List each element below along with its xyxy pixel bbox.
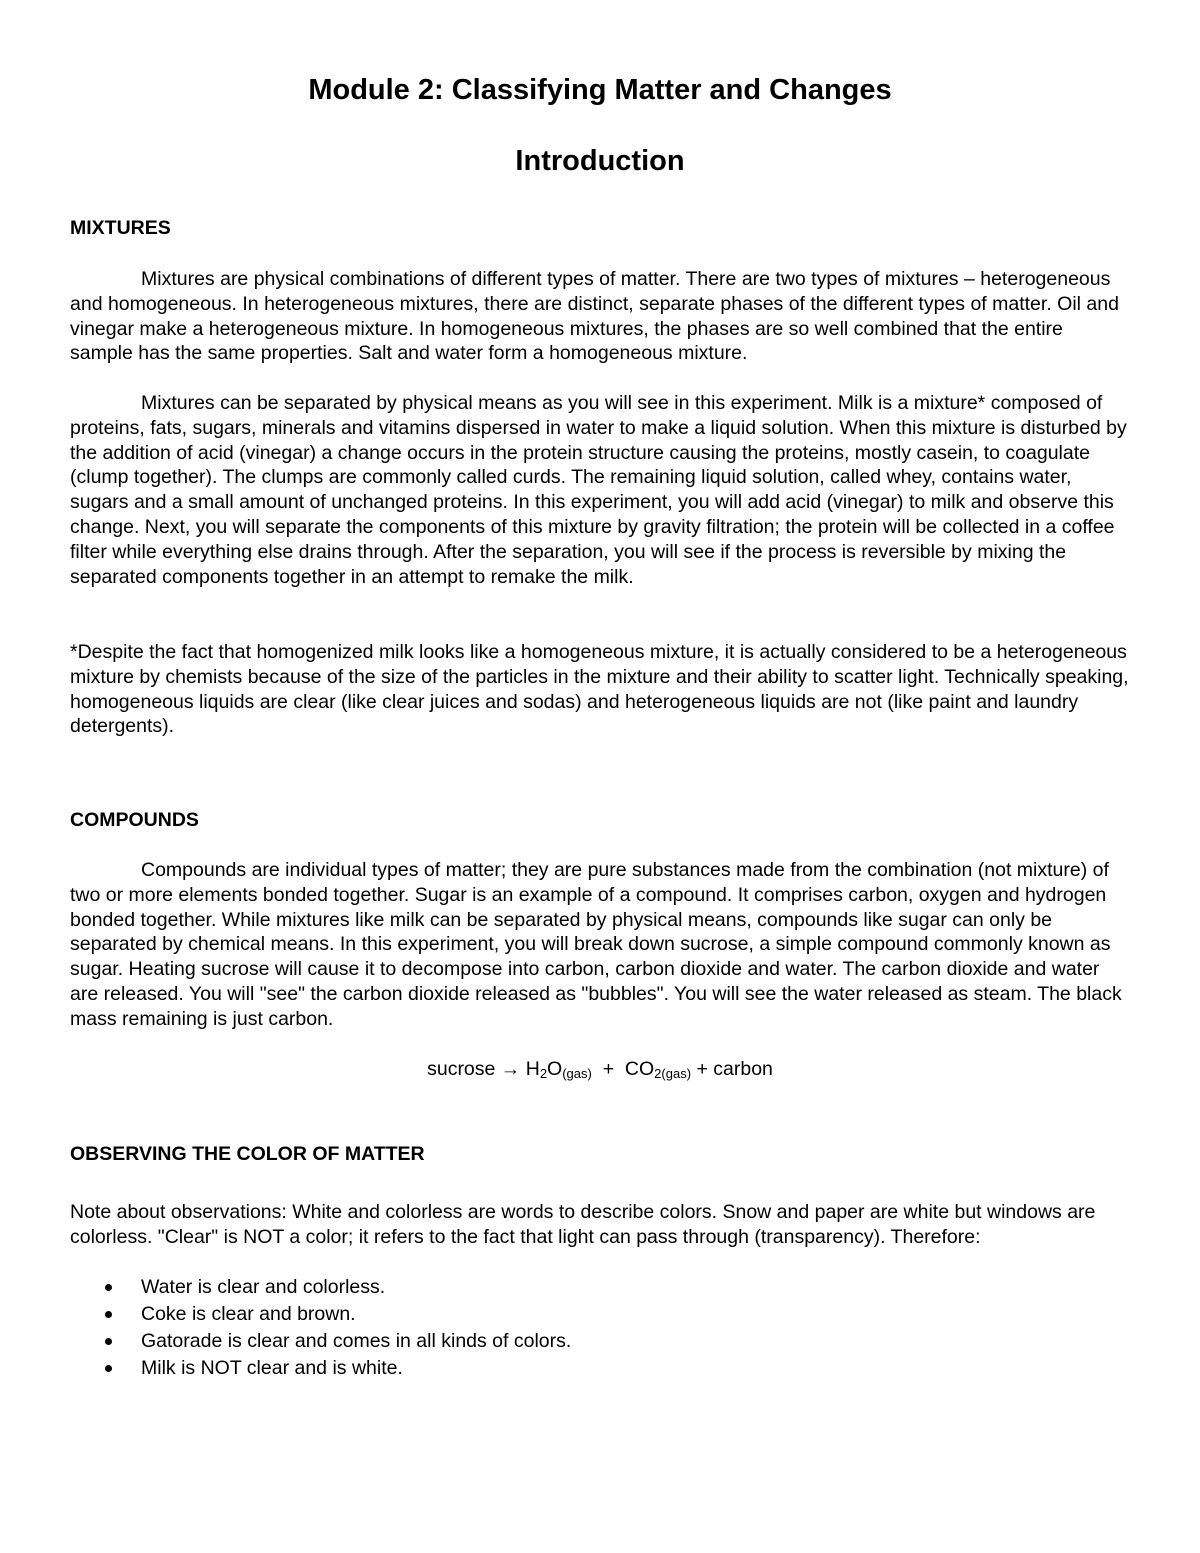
list-item: Coke is clear and brown. xyxy=(70,1301,571,1328)
equation-plus: + xyxy=(602,1058,615,1080)
mixtures-heading: MIXTURES xyxy=(70,217,171,239)
bullet-icon xyxy=(105,1365,112,1372)
document-title: Module 2: Classifying Matter and Changes xyxy=(308,74,892,106)
equation-co2: $CO_{2(gas)}$ xyxy=(624,1058,692,1081)
equation-carbon: + carbon xyxy=(696,1058,773,1080)
document-subtitle: Introduction xyxy=(515,145,685,177)
compounds-heading: COMPOUNDS xyxy=(70,809,199,831)
decomposition-equation xyxy=(70,1057,1130,1081)
list-item: Water is clear and colorless. xyxy=(70,1274,571,1301)
bullet-icon xyxy=(105,1311,112,1318)
bullet-icon xyxy=(105,1338,112,1345)
list-item: Gatorade is clear and comes in all kinds of colors. xyxy=(70,1328,571,1355)
mixtures-footnote: *Despite the fact that homogenized milk looks like a homogeneous mixture, it is actually considered to be a heterogeneous mixture by chemists because of the size of the particles in the mixture and their ability to scatter light. Technically speaking, homogeneous liquids are clear (like clear juices and sodas) and heterogeneous liquids are not (like paint and laundry detergents). xyxy=(70,641,1129,738)
list-item: Milk is NOT clear and is white. xyxy=(70,1355,571,1382)
equation-reactant: sucrose → xyxy=(427,1058,521,1080)
color-paragraph-1: Note about observations: White and colorless are words to describe colors. Snow and paper are white but windows are colorless. "Clear" is NOT a color; it refers to the fact that light can pass through (transparency). Therefore: xyxy=(70,1201,1096,1248)
color-bullet-list xyxy=(70,1274,571,1382)
mixtures-paragraph-2: Mixtures can be separated by physical means as you will see in this experiment. Milk is a mixture* composed of proteins, fats, sugars, minerals and vitamins dispersed in water to make a liquid solution. When this mixture is disturbed by the addition of acid (vinegar) a change occurs in the protein structure causing the proteins, mostly casein, to coagulate (clump together). The clumps are commonly called curds. The remaining liquid solution, called whey, contains water, sugars and a small amount of unchanged proteins. In this experiment, you will add acid (vinegar) to milk and observe this change. Next, you will separate the components of this mixture by gravity filtration; the protein will be collected in a coffee filter while everything else drains through. After the separation, you will see if the process is reversible by mixing the separated components together in an attempt to remake the milk. xyxy=(70,392,1127,588)
mixtures-paragraph-1: Mixtures are physical combinations of different types of matter. There are two types of mixtures – heterogeneous and homogeneous. In heterogeneous mixtures, there are distinct, separate phases of the different types of matter. Oil and vinegar make a heterogeneous mixture. In homogeneous mixtures, the phases are so well combined that the entire sample has the same properties. Salt and water form a homogeneous mixture. xyxy=(70,268,1119,365)
compounds-paragraph-1: Compounds are individual types of matter; they are pure substances made from the combination (not mixture) of two or more elements bonded together. Sugar is an example of a compound. It comprises carbon, oxygen and hydrogen bonded together. While mixtures like milk can be separated by physical means, compounds like sugar can only be separated by chemical means. In this experiment, you will break down sucrose, a simple compound commonly known as sugar. Heating sucrose will cause it to decompose into carbon, carbon dioxide and water. The carbon dioxide and water are released. You will "see" the carbon dioxide released as "bubbles". You will see the water released as steam. The black mass remaining is just carbon. xyxy=(70,859,1122,1030)
color-heading: OBSERVING THE COLOR OF MATTER xyxy=(70,1143,425,1165)
bullet-icon xyxy=(105,1284,112,1291)
equation-water: $H_2O_{(gas)}$ xyxy=(525,1058,592,1081)
